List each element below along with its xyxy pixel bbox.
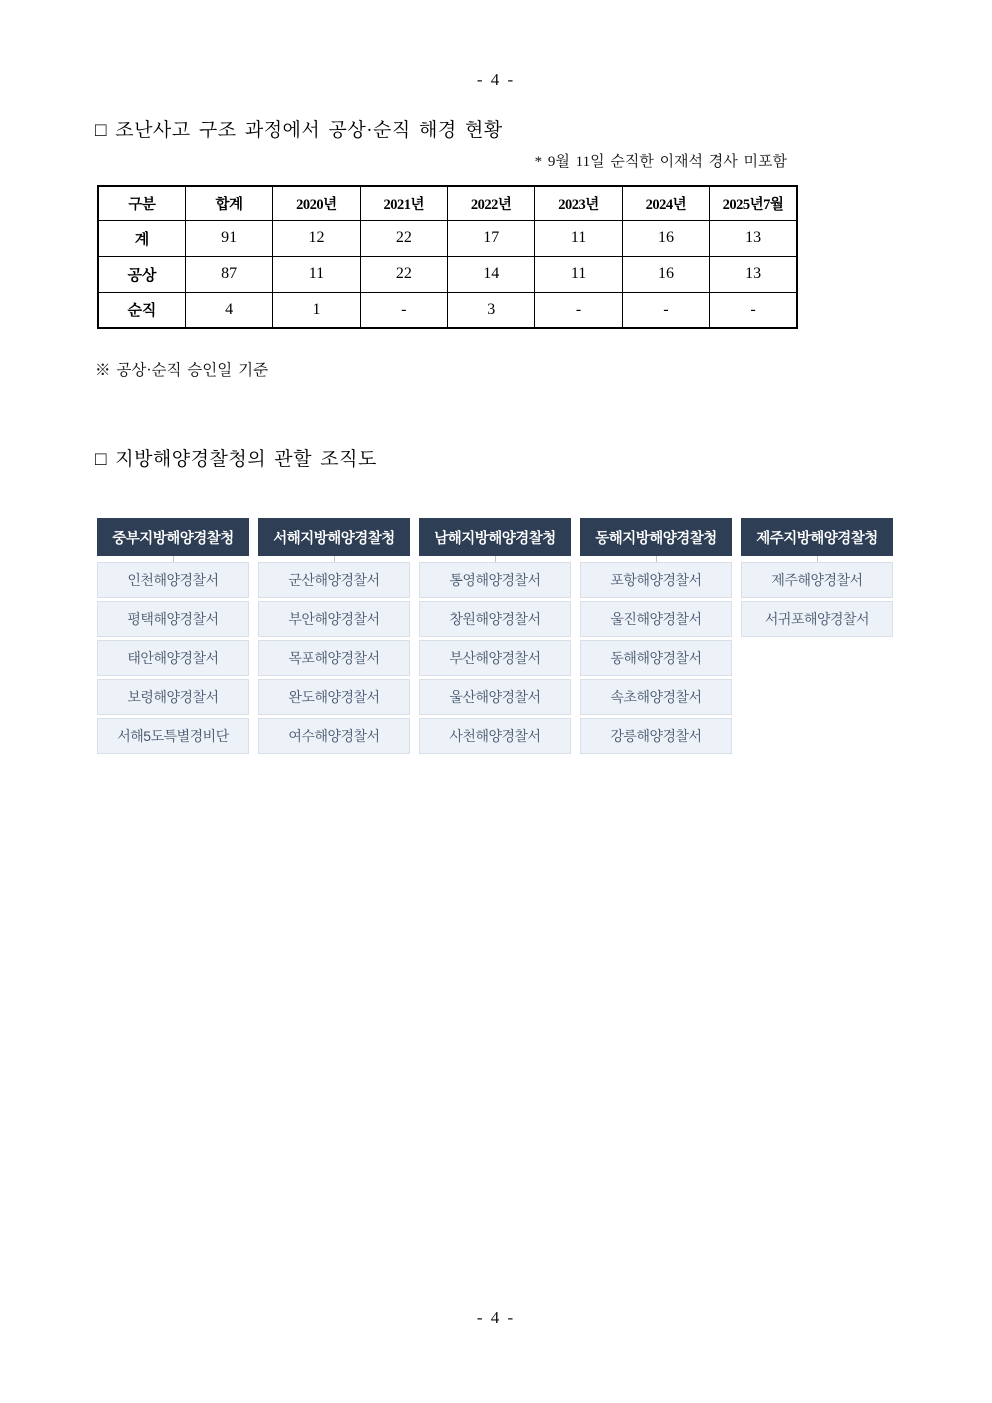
org-column-header: 제주지방해양경찰청 (741, 518, 893, 556)
org-item: 완도해양경찰서 (258, 679, 410, 715)
table-cell: 22 (360, 220, 447, 256)
org-item: 군산해양경찰서 (258, 562, 410, 598)
table-cell: 87 (185, 256, 272, 292)
section1-heading: □ 조난사고 구조 과정에서 공상·순직 해경 현황 (95, 120, 503, 141)
table-header-cell: 구분 (98, 186, 185, 220)
org-item: 태안해양경찰서 (97, 640, 249, 676)
table-row (98, 220, 797, 256)
table-cell: 12 (273, 220, 360, 256)
org-column-header: 중부지방해양경찰청 (97, 518, 249, 556)
org-item: 평택해양경찰서 (97, 601, 249, 637)
org-item: 사천해양경찰서 (419, 718, 571, 754)
org-column-header: 서해지방해양경찰청 (258, 518, 410, 556)
table-footnote: ※ 공상·순직 승인일 기준 (95, 362, 269, 379)
table-header-cell: 합계 (185, 186, 272, 220)
table-cell: - (710, 292, 797, 328)
table-cell: 14 (448, 256, 535, 292)
table-cell: 16 (622, 220, 709, 256)
org-item: 속초해양경찰서 (580, 679, 732, 715)
table-row (98, 292, 797, 328)
table-cell: 1 (273, 292, 360, 328)
org-column (97, 518, 249, 757)
table-cell: 11 (273, 256, 360, 292)
table-header-row (98, 186, 797, 220)
table-row-label: 계 (98, 220, 185, 256)
org-item: 제주해양경찰서 (741, 562, 893, 598)
org-item: 강릉해양경찰서 (580, 718, 732, 754)
org-item: 창원해양경찰서 (419, 601, 571, 637)
org-item: 여수해양경찰서 (258, 718, 410, 754)
org-chart (97, 518, 897, 757)
casualty-stats-table (97, 185, 798, 329)
org-item: 보령해양경찰서 (97, 679, 249, 715)
table-header-cell: 2024년 (622, 186, 709, 220)
table-row (98, 256, 797, 292)
table-header-cell: 2022년 (448, 186, 535, 220)
org-item: 서귀포해양경찰서 (741, 601, 893, 637)
org-item: 통영해양경찰서 (419, 562, 571, 598)
table-cell: - (360, 292, 447, 328)
org-item: 울진해양경찰서 (580, 601, 732, 637)
table-header-cell: 2021년 (360, 186, 447, 220)
org-column-header: 동해지방해양경찰청 (580, 518, 732, 556)
org-item: 동해해양경찰서 (580, 640, 732, 676)
org-column (419, 518, 571, 757)
casualty-stats-table-body (98, 220, 797, 328)
org-item: 포항해양경찰서 (580, 562, 732, 598)
org-item: 부산해양경찰서 (419, 640, 571, 676)
org-column-header: 남해지방해양경찰청 (419, 518, 571, 556)
table-cell: 17 (448, 220, 535, 256)
table-cell: 16 (622, 256, 709, 292)
org-column (258, 518, 410, 757)
table-header-cell: 2020년 (273, 186, 360, 220)
org-item: 서해5도특별경비단 (97, 718, 249, 754)
table-cell: 4 (185, 292, 272, 328)
table-cell: 13 (710, 220, 797, 256)
table-cell: - (622, 292, 709, 328)
table-note: * 9월 11일 순직한 이재석 경사 미포함 (534, 154, 787, 170)
table-cell: 91 (185, 220, 272, 256)
table-cell: 22 (360, 256, 447, 292)
table-cell: 11 (535, 220, 622, 256)
section2-heading: □ 지방해양경찰청의 관할 조직도 (95, 449, 377, 470)
table-cell: 13 (710, 256, 797, 292)
casualty-stats-table-header (98, 186, 797, 220)
table-cell: - (535, 292, 622, 328)
page-number-top: - 4 - (476, 70, 516, 89)
table-cell: 3 (448, 292, 535, 328)
table-row-label: 공상 (98, 256, 185, 292)
table-header-cell: 2025년7월 (710, 186, 797, 220)
table-row-label: 순직 (98, 292, 185, 328)
table-header-cell: 2023년 (535, 186, 622, 220)
org-item: 부안해양경찰서 (258, 601, 410, 637)
table-cell: 11 (535, 256, 622, 292)
org-item: 인천해양경찰서 (97, 562, 249, 598)
page-number-bottom: - 4 - (476, 1308, 516, 1327)
org-column (741, 518, 893, 757)
org-column (580, 518, 732, 757)
org-item: 목포해양경찰서 (258, 640, 410, 676)
org-item: 울산해양경찰서 (419, 679, 571, 715)
